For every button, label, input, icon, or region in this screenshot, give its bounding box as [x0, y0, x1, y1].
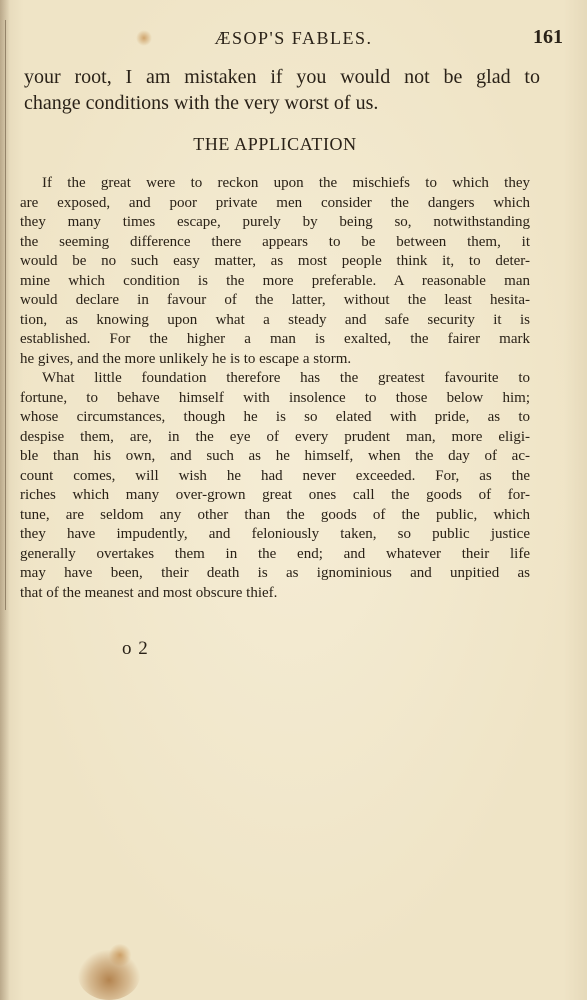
- paragraph: [20, 174, 530, 369]
- text-line: What little foundation therefore has the greatest favourite to: [42, 370, 530, 386]
- text-line: they have impudently, and feloniously taken, so public justice: [20, 526, 530, 542]
- foxing-stain-bottom-small: [108, 944, 132, 966]
- text-line: would be no such easy matter, as most people think it, to deter-: [20, 253, 530, 269]
- application-text: [20, 174, 530, 603]
- text-line: are exposed, and poor private men consider the dangers which: [20, 194, 530, 211]
- text-line: they many times escape, purely by being so, notwithstanding: [20, 214, 530, 230]
- text-line: would declare in favour of the latter, without the least hesita-: [20, 292, 530, 308]
- text-line: generally overtakes them in the end; and whatever their life: [20, 545, 530, 562]
- text-line: the seeming difference there appears to be between them, it: [20, 233, 530, 250]
- binding-edge-line: [5, 20, 6, 610]
- signature-mark: o 2: [122, 638, 149, 659]
- text-line: he gives, and the more unlikely he is to escape a storm.: [20, 350, 352, 367]
- text-line: ble than his own, and such as he himself, when the day of ac-: [20, 448, 530, 464]
- text-line: count comes, will wish he had never exceeded. For, as the: [20, 467, 530, 484]
- continuation-line: change conditions with the very worst of us.: [24, 92, 379, 114]
- text-line: If the great were to reckon upon the mischiefs to which they: [42, 175, 530, 191]
- text-line: established. For the higher a man is exalted, the fairer mark: [20, 331, 530, 347]
- text-line: tion, as knowing upon what a steady and safe security it is: [20, 311, 530, 328]
- page-number: 161: [533, 26, 563, 48]
- text-line: fortune, to behave himself with insolence to those below him;: [20, 389, 530, 406]
- paragraph: [20, 369, 530, 603]
- text-line: tune, are seldom any other than the goods of the public, which: [20, 506, 530, 523]
- running-title: ÆSOP'S FABLES.: [214, 28, 373, 48]
- continuation-text: [24, 64, 540, 116]
- text-line: may have been, their death is as ignominious and unpitied as: [20, 565, 530, 581]
- continuation-line: your root, I am mistaken if you would not be glad to: [24, 66, 540, 88]
- text-line: mine which condition is the more preferable. A reasonable man: [20, 272, 530, 289]
- section-heading: THE APPLICATION: [193, 134, 357, 154]
- text-line: despise them, are, in the eye of every prudent man, more eligi-: [20, 428, 530, 445]
- text-line: whose circumstances, though he is so elated with pride, as to: [20, 409, 530, 425]
- running-header: [0, 26, 587, 54]
- text-line: that of the meanest and most obscure thief.: [20, 584, 278, 601]
- text-line: riches which many over-grown great ones call the goods of for-: [20, 487, 530, 503]
